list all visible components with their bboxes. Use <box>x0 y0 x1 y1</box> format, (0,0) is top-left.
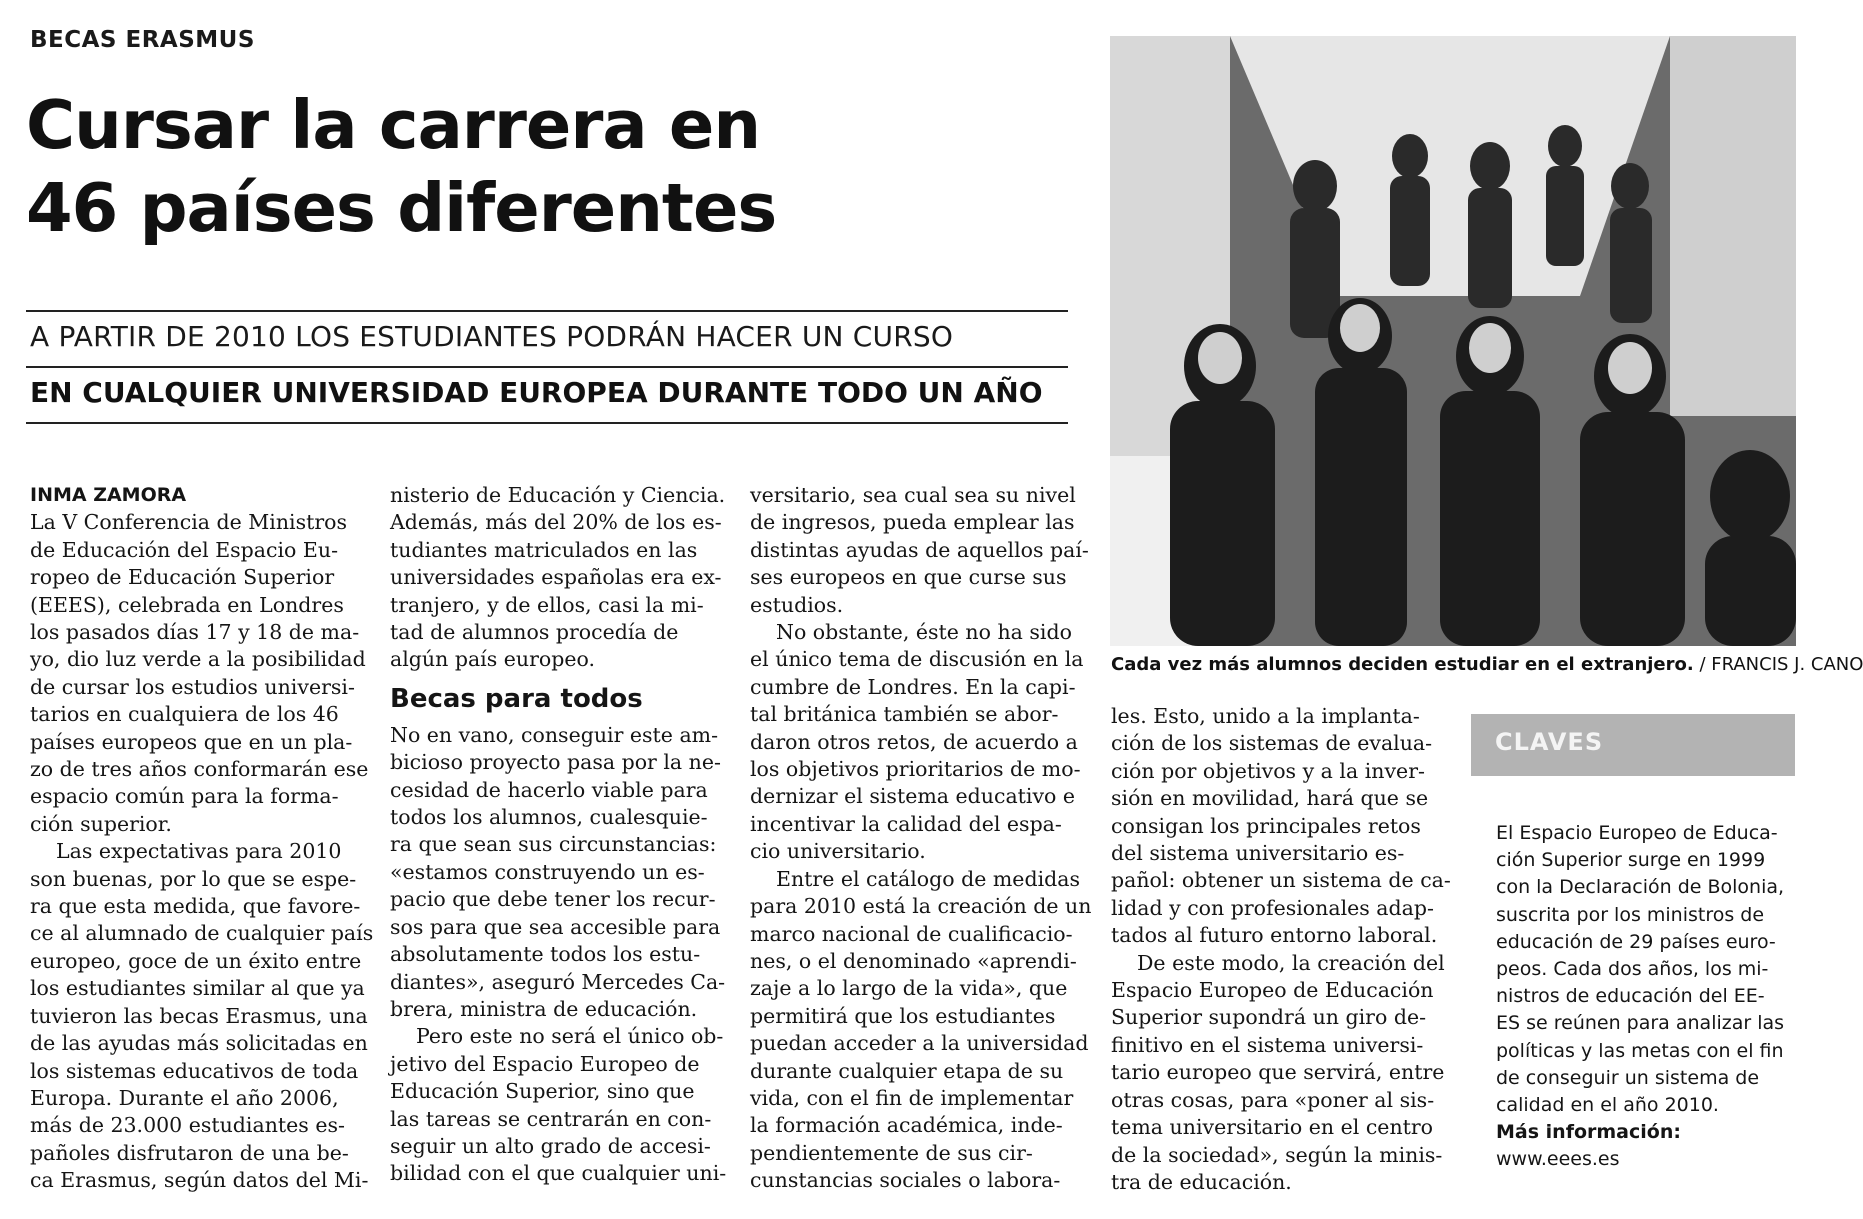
byline: INMA ZAMORA <box>30 484 187 506</box>
column-4-line: ción de los sistemas de evalua- <box>1111 731 1433 756</box>
column-1-line: son buenas, por lo que se espe- <box>30 866 357 891</box>
column-2-line: sos para que sea accesible para <box>390 914 721 939</box>
column-4-text <box>1111 703 1451 1196</box>
column-2-line: las tareas se centrarán en con- <box>390 1106 712 1131</box>
column-3-line: cunstancias sociales o labora- <box>750 1168 1061 1193</box>
column-3-line: estudios. <box>750 592 844 617</box>
column-3-line: pendientemente de sus cir- <box>750 1140 1033 1165</box>
column-3-line: No obstante, éste no ha sido <box>776 620 1072 645</box>
column-2-line: brera, ministra de educación. <box>390 996 698 1021</box>
subtitle-line-1: A PARTIR DE 2010 LOS ESTUDIANTES PODRÁN HACER UN CURSO <box>30 320 954 353</box>
claves-line: peos. Cada dos años, los mi- <box>1496 958 1769 981</box>
photo-credit: / FRANCIS J. CANO <box>1699 654 1863 675</box>
column-1-line: Europa. Durante el año 2006, <box>30 1085 339 1110</box>
claves-text <box>1496 820 1806 1119</box>
column-3-line: puedan acceder a la universidad <box>750 1031 1089 1056</box>
column-1-line: ca Erasmus, según datos del Mi- <box>30 1168 369 1193</box>
column-1-line: europeo, goce de un éxito entre <box>30 948 362 973</box>
column-3-line: permitirá que los estudiantes <box>750 1003 1056 1028</box>
column-3-line: incentivar la calidad del espa- <box>750 811 1062 836</box>
column-4-line: sión en movilidad, hará que se <box>1111 786 1429 811</box>
column-3-line: tal británica también se abor- <box>750 702 1059 727</box>
more-info-label: Más información: <box>1496 1121 1681 1144</box>
column-3-line: los objetivos prioritarios de mo- <box>750 757 1081 782</box>
column-4-line: otras cosas, para «poner al sis- <box>1111 1087 1435 1112</box>
column-2-line: algún país europeo. <box>390 647 595 672</box>
column-1-line: ce al alumnado de cualquier país <box>30 921 374 946</box>
column-1-line: los estudiantes similar al que ya <box>30 976 365 1001</box>
column-2-line: «estamos construyendo un es- <box>390 859 705 884</box>
claves-line: suscrita por los ministros de <box>1496 903 1765 926</box>
photo-caption <box>1111 654 1863 675</box>
column-4-line: Espacio Europeo de Educación <box>1111 978 1434 1003</box>
claves-line: educación de 29 países euro- <box>1496 930 1776 953</box>
students-photo <box>1110 36 1796 646</box>
column-3-line: ses europeos en que curse sus <box>750 565 1067 590</box>
bottom-rule <box>26 422 1068 424</box>
column-2-line: diantes», aseguró Mercedes Ca- <box>390 969 726 994</box>
column-4-line: del sistema universitario es- <box>1111 841 1405 866</box>
column-1-line: de las ayudas más solicitadas en <box>30 1031 368 1056</box>
column-3-line: marco nacional de cualificacio- <box>750 921 1073 946</box>
column-3-line: durante cualquier etapa de su <box>750 1058 1064 1083</box>
column-2-line: seguir un alto grado de accesi- <box>390 1133 711 1158</box>
column-1-line: ropeo de Educación Superior <box>30 565 335 590</box>
article-column-3 <box>750 482 1092 1195</box>
column-2-line: tad de alumnos procedía de <box>390 620 679 645</box>
column-1-line: zo de tres años conformarán ese <box>30 757 369 782</box>
column-4-line: ción por objetivos y a la inver- <box>1111 758 1425 783</box>
column-2-line: universidades españolas era ex- <box>390 565 722 590</box>
column-2-line: tranjero, y de ellos, casi la mi- <box>390 592 704 617</box>
column-3-line: daron otros retos, de acuerdo a <box>750 729 1078 754</box>
caption-text: Cada vez más alumnos deciden estudiar en el extranjero. <box>1111 654 1694 675</box>
column-2-line: Pero este no será el único ob- <box>416 1024 724 1049</box>
column-4-line: Superior supondrá un giro de- <box>1111 1005 1427 1030</box>
column-2-line: pacio que debe tener los recur- <box>390 887 716 912</box>
claves-sidebar <box>1496 820 1806 1174</box>
column-4-line: lidad y con profesionales adap- <box>1111 895 1434 920</box>
subhead: Becas para todos <box>390 683 643 714</box>
column-4-line: tema universitario en el centro <box>1111 1115 1434 1140</box>
headline-line-2: 46 países diferentes <box>26 169 777 247</box>
column-4-line: consigan los principales retos <box>1111 813 1421 838</box>
column-3-line: distintas ayudas de aquellos paí- <box>750 537 1089 562</box>
article-column-1 <box>30 482 374 1195</box>
crowd-illustration <box>1110 36 1796 646</box>
column-3-text <box>750 482 1092 1195</box>
column-2-line: todos los alumnos, cualesquie- <box>390 805 708 830</box>
column-2-line: nisterio de Educación y Ciencia. <box>390 483 726 507</box>
column-4-line: De este modo, la creación del <box>1137 950 1445 975</box>
column-1-line: espacio común para la forma- <box>30 784 339 809</box>
column-2-line: absolutamente todos los estu- <box>390 942 701 967</box>
column-1-line: yo, dio luz verde a la posibilidad <box>30 647 366 672</box>
column-1-line: los pasados días 17 y 18 de ma- <box>30 620 360 645</box>
column-1-line: tarios en cualquiera de los 46 <box>30 702 339 727</box>
claves-line: de conseguir un sistema de <box>1496 1066 1760 1089</box>
column-4-line: pañol: obtener un sistema de ca- <box>1111 868 1451 893</box>
middle-rule <box>26 366 1068 368</box>
column-3-line: dernizar el sistema educativo e <box>750 784 1076 809</box>
column-2-line: cesidad de hacerlo viable para <box>390 777 708 802</box>
column-4-line: tario europeo que servirá, entre <box>1111 1060 1445 1085</box>
column-3-line: la formación académica, inde- <box>750 1113 1063 1138</box>
column-1-line: países europeos que en un pla- <box>30 729 353 754</box>
column-1-line: más de 23.000 estudiantes es- <box>30 1113 345 1138</box>
claves-line: nistros de educación del EE- <box>1496 985 1765 1008</box>
column-1-line: Las expectativas para 2010 <box>56 839 342 864</box>
column-2-line: jetivo del Espacio Europeo de <box>390 1051 700 1076</box>
column-1-line: tuvieron las becas Erasmus, una <box>30 1003 368 1028</box>
column-3-line: cio universitario. <box>750 839 926 864</box>
subtitle-line-2: EN CUALQUIER UNIVERSIDAD EUROPEA DURANTE TODO UN AÑO <box>30 376 1043 409</box>
column-2-line: ra que sean sus circunstancias: <box>390 832 717 857</box>
claves-line: El Espacio Europeo de Educa- <box>1496 822 1778 844</box>
column-2-line: No en vano, conseguir este am- <box>390 722 719 747</box>
section-label: BECAS ERASMUS <box>30 27 255 53</box>
column-3-line: Entre el catálogo de medidas <box>776 866 1080 891</box>
column-2-line: tudiantes matriculados en las <box>390 537 698 562</box>
top-rule <box>26 310 1068 312</box>
column-1-line: (EEES), celebrada en Londres <box>30 592 344 617</box>
column-4-line: tados al futuro entorno laboral. <box>1111 923 1438 948</box>
column-2-line: bilidad con el que cualquier uni- <box>390 1161 727 1186</box>
column-1-line: ción superior. <box>30 811 172 836</box>
claves-line: ES se reúnen para analizar las <box>1496 1012 1785 1035</box>
column-1-line: de cursar los estudios universi- <box>30 674 355 699</box>
column-3-line: versitario, sea cual sea su nivel <box>750 483 1076 507</box>
column-4-line: de la sociedad», según la minis- <box>1111 1142 1443 1167</box>
column-2-text-bottom <box>390 722 727 1188</box>
column-1-line: pañoles disfrutaron de una be- <box>30 1140 349 1165</box>
headline <box>26 84 926 250</box>
article-column-2 <box>390 482 727 1188</box>
claves-title: CLAVES <box>1495 728 1604 756</box>
column-1-text <box>30 509 374 1194</box>
column-1-line: los sistemas educativos de toda <box>30 1058 359 1083</box>
article-column-4 <box>1111 703 1451 1196</box>
column-3-line: para 2010 está la creación de un <box>750 894 1092 919</box>
column-2-line: Educación Superior, sino que <box>390 1079 695 1104</box>
claves-line: políticas y las metas con el fin <box>1496 1039 1784 1062</box>
column-1-line: ra que esta medida, que favore- <box>30 894 361 919</box>
column-3-line: nes, o el denominado «aprendi- <box>750 948 1077 973</box>
claves-header <box>1471 714 1795 776</box>
column-1-line: de Educación del Espacio Eu- <box>30 537 339 562</box>
claves-line: ción Superior surge en 1999 <box>1496 849 1766 872</box>
column-3-line: cumbre de Londres. En la capi- <box>750 674 1076 699</box>
claves-line: calidad en el año 2010. <box>1496 1094 1719 1117</box>
claves-line: con la Declaración de Bolonia, <box>1496 876 1785 899</box>
column-3-line: zaje a lo largo de la vida», que <box>750 976 1068 1001</box>
column-1-line: La V Conferencia de Ministros <box>30 510 348 535</box>
column-4-line: les. Esto, unido a la implanta- <box>1111 704 1420 728</box>
column-2-text-top <box>390 482 726 674</box>
column-2-line: Además, más del 20% de los es- <box>390 510 722 535</box>
more-info-link[interactable]: www.eees.es <box>1496 1148 1620 1171</box>
column-4-line: finitivo en el sistema universi- <box>1111 1032 1424 1057</box>
column-4-line: tra de educación. <box>1111 1169 1292 1194</box>
column-3-line: vida, con el fin de implementar <box>750 1085 1074 1110</box>
column-2-line: bicioso proyecto pasa por la ne- <box>390 750 721 775</box>
column-3-line: el único tema de discusión en la <box>750 647 1084 672</box>
headline-line-1: Cursar la carrera en <box>26 86 761 164</box>
column-3-line: de ingresos, pueda emplear las <box>750 510 1075 535</box>
